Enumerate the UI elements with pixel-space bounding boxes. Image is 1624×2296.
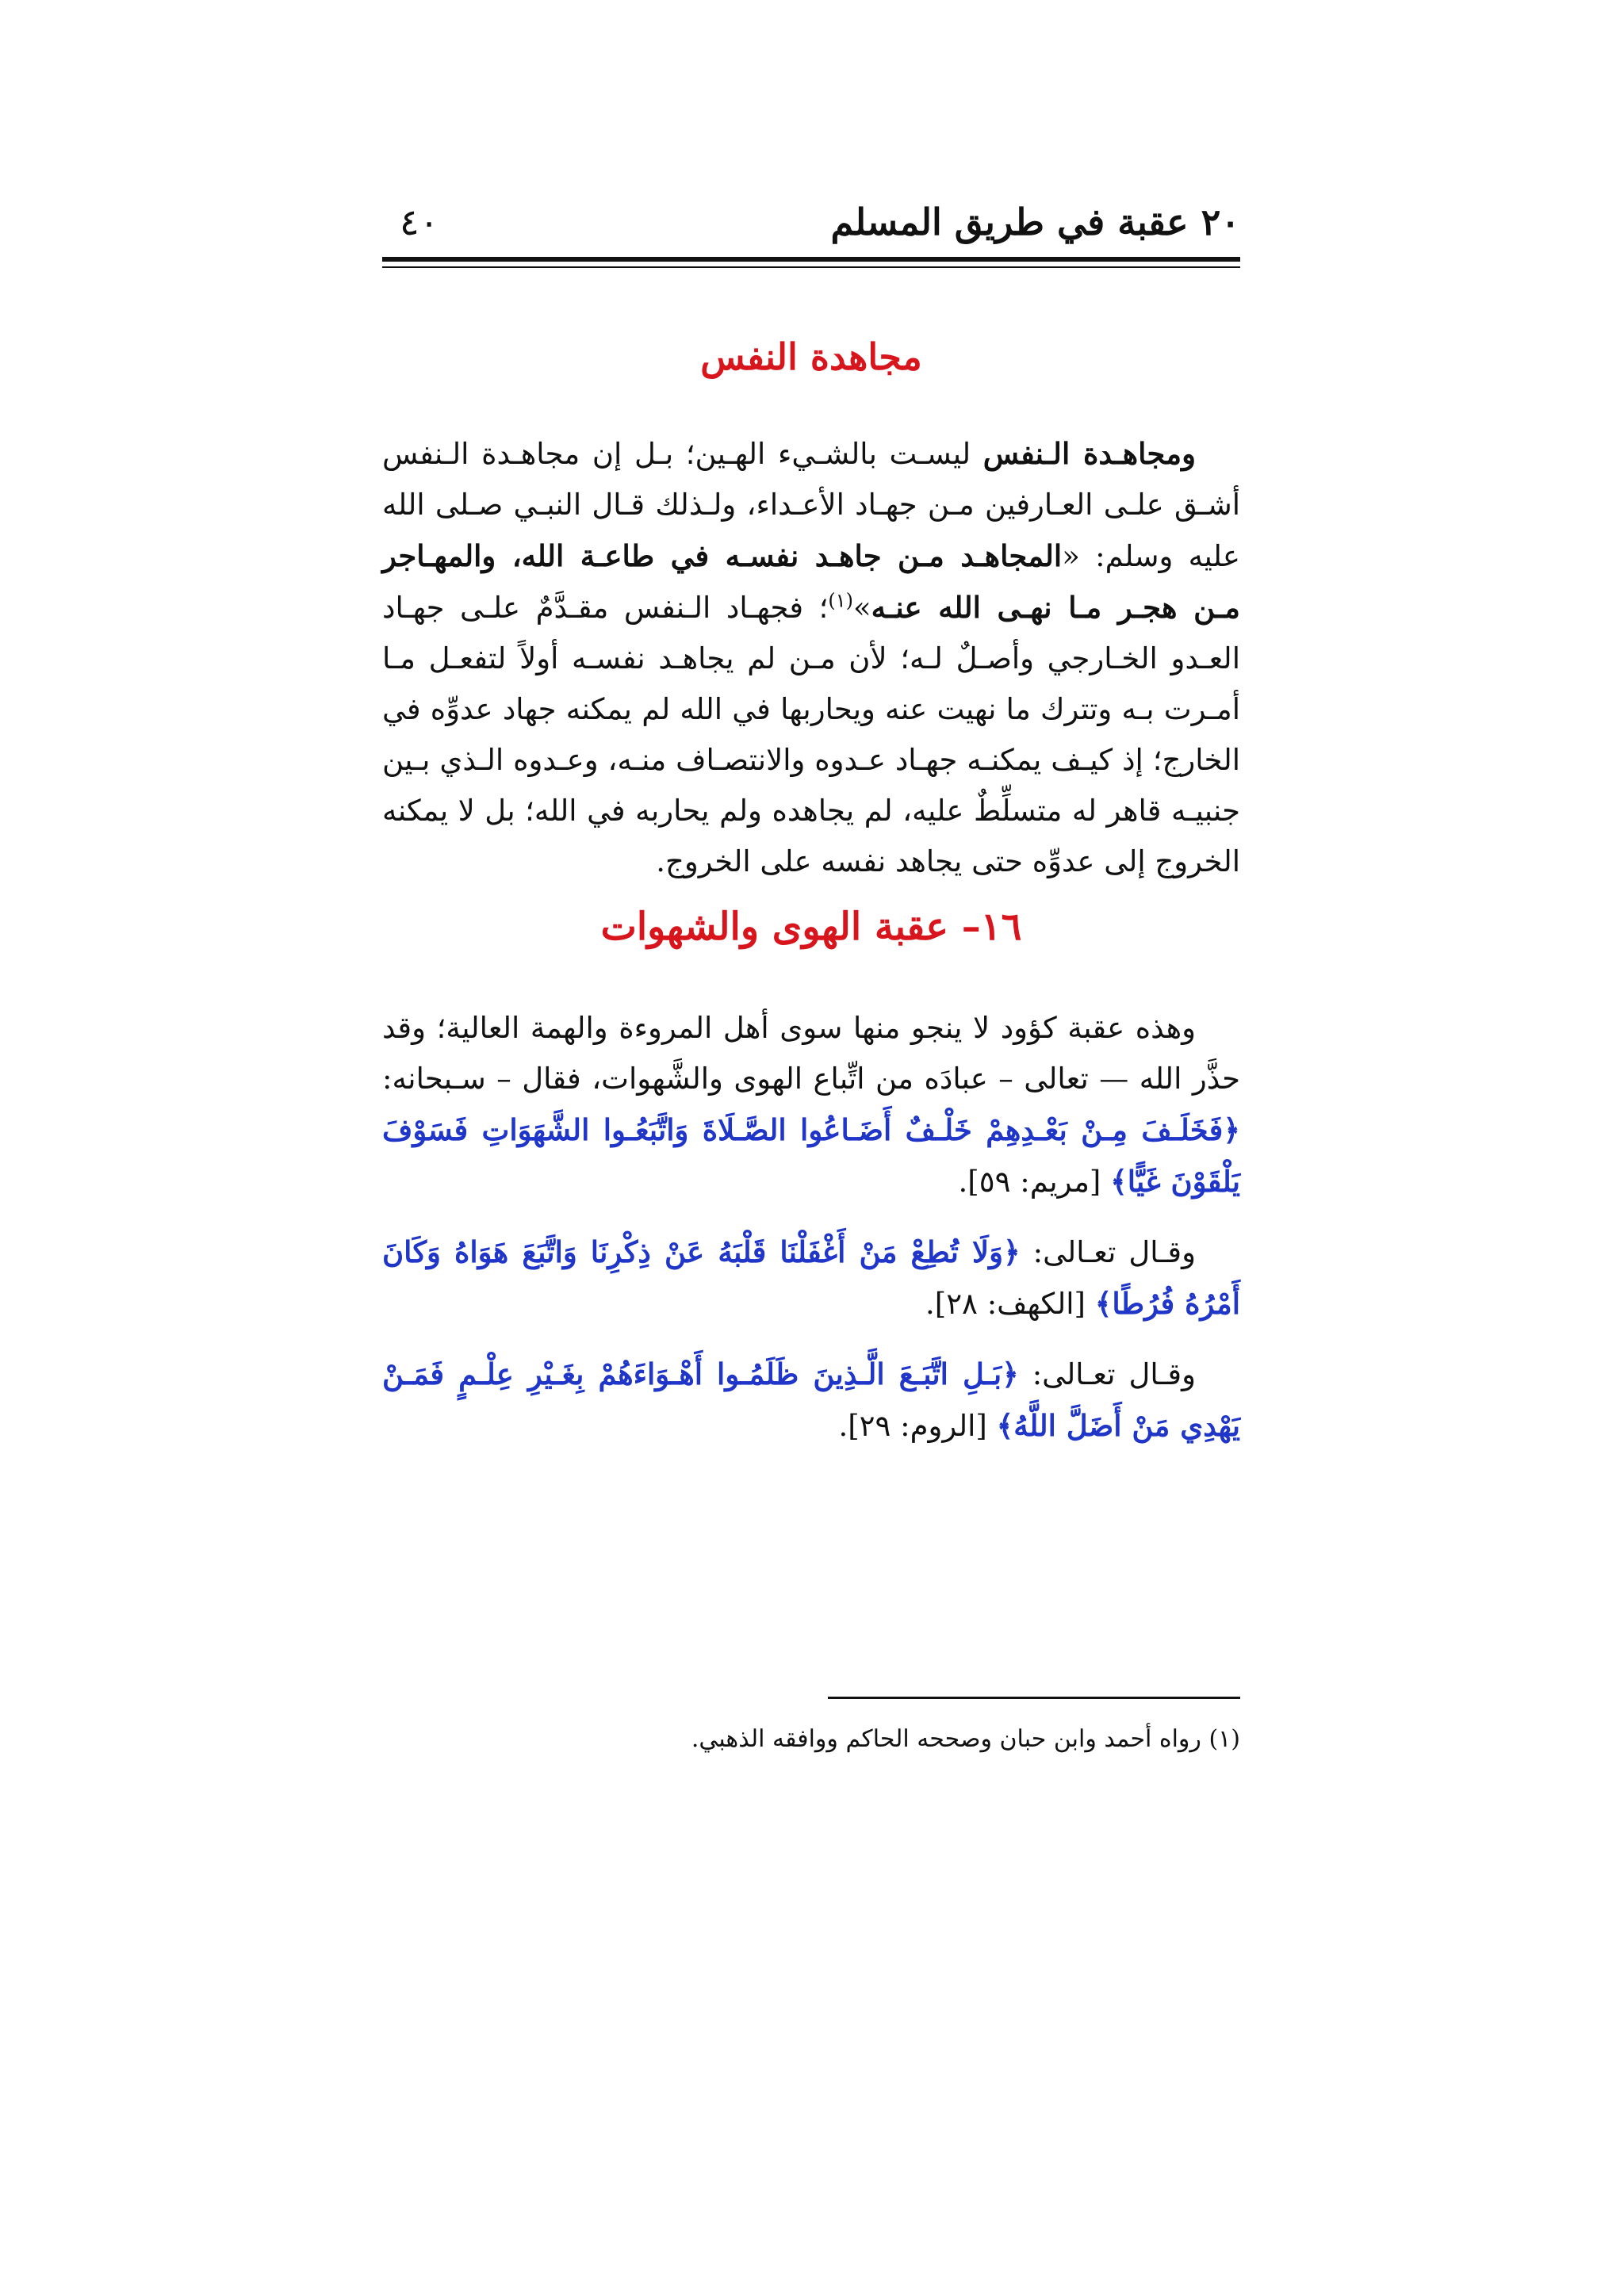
- header-rule-thin: [382, 266, 1240, 268]
- header-rule-thick: [382, 257, 1240, 262]
- page-number: ٤٠: [400, 201, 439, 243]
- quran-verse: ﴿بَـلِ اتَّبَـعَ الَّـذِينَ ظَلَمُـوا أَهْـوَاءَهُمْ بِغَـيْرِ عِلْـمٍ فَمَـنْ يَهْدِي مَنْ أَضَلَّ اللَّهُ﴾: [382, 1357, 1240, 1443]
- hadith-quote: المجاهـد مـن جاهـد نفسـه في طاعـة الله، والمهـاجر مـن هجـر مـا نهـى الله عنـه: [382, 538, 1240, 625]
- paragraph-verse-rum: [382, 1349, 1240, 1452]
- paragraph-text: وهذه عقبة كؤود لا ينجو منها سوى أهل المروءة والهمة العالية؛ وقد حذَّر الله — تعالى – عبادَه من اتِّباع الهوى والشَّهوات، فقال – سـبحانه:: [382, 1011, 1240, 1096]
- quran-verse: ﴿وَلَا تُطِعْ مَنْ أَغْفَلْنَا قَلْبَهُ عَنْ ذِكْرِنَا وَاتَّبَعَ هَوَاهُ وَكَانَ أَمْرُهُ فُرُطًا﴾: [382, 1234, 1240, 1321]
- paragraph-text: ؛ فجهـاد الـنفس مقـدَّمٌ علـى جهـاد العـدو الخـارجي وأصـلٌ لـه؛ لأن مـن لم يجاهـد نفسـه أولاً لتفعـل مـا أمـرت بـه وتترك ما نهيت عنه ويحاربها في الله لم يمكنه جهاد عدوِّه في الخارج؛ إذ كيـف يمكنـه جهـاد عـدوه والانتصـاف منـه، وعـدوه الـذي بـين جنبيـه قاهر له متسلِّطٌ عليه، لم يجاهده ولم يحاربه في الله؛ بل لا يمكنه الخروج إلى عدوِّه حتى يجاهد نفسه على الخروج.: [382, 591, 1240, 878]
- paragraph-text: وقـال تعـالى:: [1018, 1357, 1196, 1391]
- verse-citation: [الكهف: ٢٨].: [925, 1287, 1095, 1321]
- footnote-separator: [828, 1697, 1240, 1699]
- footnote-reference[interactable]: (١): [828, 589, 854, 612]
- footnote: (١) رواه أحمد وابن حبان وصححه الحاكم ووافقه الذهبي.: [691, 1725, 1240, 1753]
- section-heading-self-struggle: مجاهدة النفس: [700, 335, 922, 378]
- paragraph-text: وقـال تعـالى:: [1020, 1235, 1196, 1269]
- running-header: [382, 190, 1240, 254]
- paragraph-text: ليسـت بالشـيء الهـين؛ بـل إن مجاهـدة الـنفس أشـق علـى العـارفين مـن جهـاد الأعـداء، ولـذلك قـال النبـي صـلى الله عليه وسلم: «: [382, 437, 1240, 573]
- lead-term: ومجاهـدة الـنفس: [982, 436, 1196, 471]
- verse-citation: [الروم: ٢٩].: [838, 1409, 997, 1443]
- paragraph-desires-intro: [382, 1003, 1240, 1207]
- section-heading-desires: ١٦– عقبة الهوى والشهوات: [600, 905, 1022, 949]
- verse-citation: [مريم: ٥٩].: [958, 1165, 1111, 1199]
- paragraph-self-struggle: [382, 428, 1240, 887]
- book-title: ٢٠ عقبة في طريق المسلم: [830, 201, 1240, 243]
- page-content: [382, 317, 1240, 1452]
- paragraph-verse-kahf: [382, 1226, 1240, 1330]
- quran-verse: ﴿فَخَلَـفَ مِـنْ بَعْـدِهِمْ خَلْـفٌ أَضَـاعُوا الصَّـلَاةَ وَاتَّبَعُـوا الشَّهَوَاتِ فَسَوْفَ يَلْقَوْنَ غَيًّا﴾: [382, 1112, 1240, 1199]
- quote-close: »: [853, 591, 871, 625]
